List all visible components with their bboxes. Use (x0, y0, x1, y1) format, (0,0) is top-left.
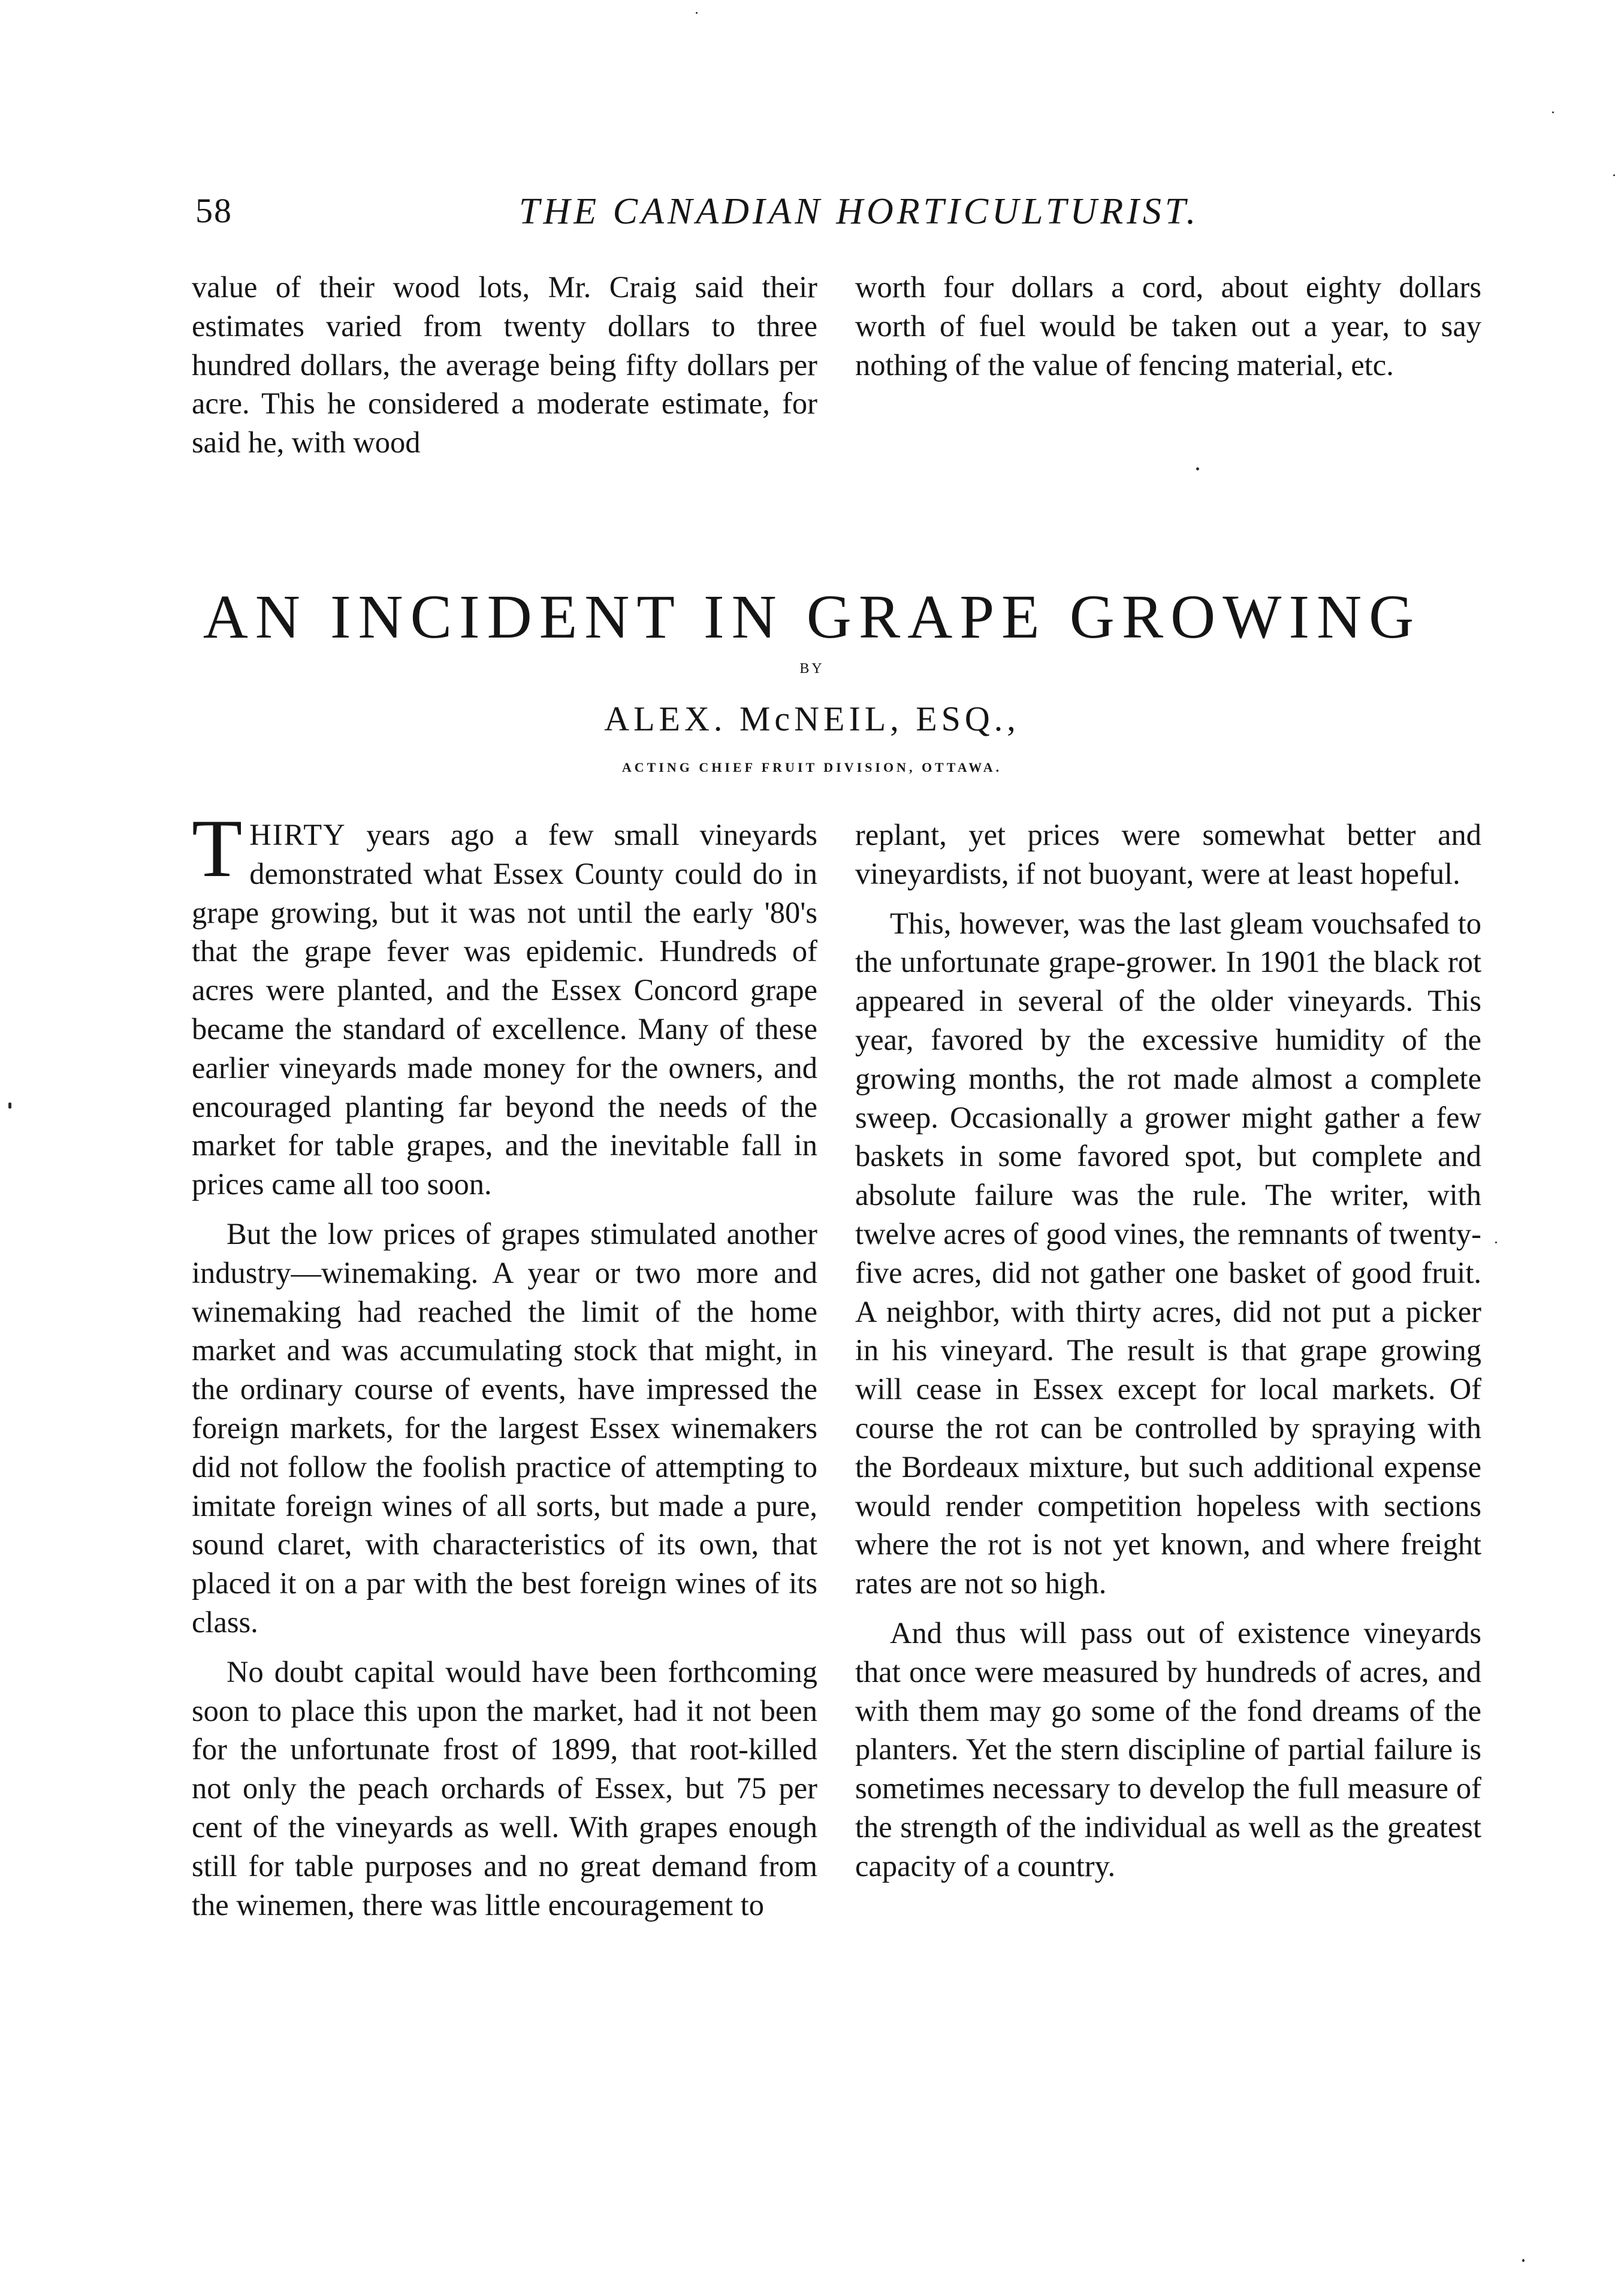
author-name: ALEX. McNEIL, ESQ., (604, 699, 1020, 738)
scan-speck (696, 12, 698, 14)
article-paragraph (192, 802, 817, 1204)
opening-small-caps: HIRTY (249, 818, 346, 851)
byline-by: BY (799, 661, 825, 677)
scan-speck (1495, 1242, 1497, 1243)
page-number: 58 (195, 191, 233, 230)
running-header (195, 191, 1418, 244)
scan-speck (1522, 2259, 1525, 2262)
scan-speck (8, 1103, 11, 1109)
continued-paragraph: worth four dollars a cord, about eighty dollars worth of fuel would be taken out a year, to say nothing of the value of fencing material, etc. (855, 270, 1481, 382)
article-right-column (855, 816, 1481, 1886)
journal-title: THE CANADIAN HORTICULTURIST. (519, 191, 1200, 232)
continued-paragraph: value of their wood lots, Mr. Craig said their estimates varied from twenty dollars to three hundred dollars, the average being fifty dollars per acre. This he considered a moderate estimate, for said he, with wood (192, 270, 817, 460)
article-paragraph: No doubt capital would have been forthcoming soon to place this upon the market, had it not been for the unfortunate frost of 1899, that root-killed not only the peach orchards of Essex, but 75 per cent of the vineyards as well. With grapes enough still for table purposes and no great demand from the winemen, there was little encouragement to (192, 1654, 817, 1922)
article-left-column (192, 802, 817, 1924)
drop-cap: T (192, 802, 243, 894)
article-title: AN INCIDENT IN GRAPE GROWING (203, 582, 1421, 651)
article-paragraph: And thus will pass out of existence vineyards that once were measured by hundreds of acres, and with them may go some of the fond dreams of the planters. Yet the stern discipline of partial failure is sometimes necessary to develop the full measure of the strength of the individual as well as the greatest capacity of a country. (855, 1615, 1481, 1883)
scan-speck (1196, 467, 1199, 470)
article-paragraph: But the low prices of grapes stimulated another industry—winemaking. A year or two more and winemaking had reached the limit of the home market and was accumulating stock that might, in the ordinary course of events, have impressed the foreign markets, for the largest Essex winemakers did not follow the foolish practice of attempting to imitate foreign wines of all sorts, but made a pure, sound claret, with characteristics of its own, that placed it on a par with the best foreign wines of its class. (192, 1216, 817, 1639)
scan-speck (1552, 111, 1554, 113)
continued-text-right-column (855, 268, 1481, 384)
author-title: ACTING CHIEF FRUIT DIVISION, OTTAWA. (621, 760, 1003, 775)
paragraph-text: years ago a few small vineyards demonstrated what Essex County could do in grape growing, but it was not until the early '80's that the grape fever was epidemic. Hundreds of acres were planted, and the Essex Concord grape became the standard of excellence. Many of these earlier vineyards made money for the owners, and encouraged planting far beyond the needs of the market for table grapes, and the inevitable fall in prices came all too soon. (192, 818, 817, 1201)
continued-text-left-column (192, 268, 817, 462)
article-paragraph-continued: replant, yet prices were somewhat better and vineyardists, if not buoyant, were at least hopeful. (855, 818, 1481, 890)
article-paragraph: This, however, was the last gleam vouchsafed to the unfortunate grape-grower. In 1901 the black rot appeared in several of the older vineyards. This year, favored by the excessive humidity of the growing months, the rot made almost a complete sweep. Occasionally a grower might gather a few baskets in some favored spot, but complete and absolute failure was the rule. The writer, with twelve acres of good vines, the remnants of twenty-five acres, did not gather one basket of good fruit. A neighbor, with thirty acres, did not put a picker in his vineyard. The result is that grape growing will cease in Essex except for local markets. Of course the rot can be controlled by spraying with the Bordeaux mixture, but such additional expense would render competition hopeless with sections where the rot is not yet known, and where freight rates are not so high. (855, 906, 1481, 1600)
scan-speck (1613, 174, 1615, 176)
